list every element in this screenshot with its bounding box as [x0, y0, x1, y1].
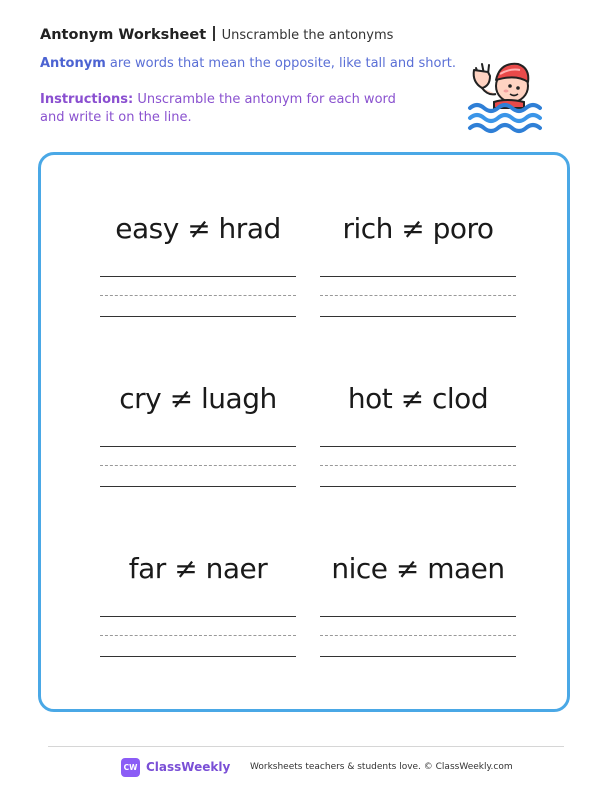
classweekly-logo-icon: CW — [121, 758, 140, 777]
instructions — [40, 91, 400, 127]
guide-line — [320, 295, 516, 296]
antonym-definition — [40, 56, 456, 71]
answer-line[interactable] — [100, 276, 296, 277]
answer-line[interactable] — [100, 616, 296, 617]
guide-line — [100, 465, 296, 466]
definition-text: are words that mean the opposite, like tall and short. — [105, 56, 457, 71]
scrambled-pair: easy ≠ hrad — [115, 212, 281, 245]
scrambled-pair: nice ≠ maen — [331, 552, 505, 585]
title-main: Antonym Worksheet — [40, 27, 207, 43]
definition-term: Antonym — [40, 56, 106, 71]
worksheet-title — [40, 26, 393, 43]
scrambled-pair: cry ≠ luagh — [119, 382, 277, 415]
answer-line[interactable] — [320, 446, 516, 447]
answer-line[interactable] — [320, 276, 516, 277]
guide-line — [320, 465, 516, 466]
title-subtitle: Unscramble the antonyms — [221, 28, 394, 43]
guide-line — [100, 295, 296, 296]
footer-divider — [48, 746, 564, 747]
answer-line[interactable] — [320, 616, 516, 617]
instructions-text: Unscramble the antonym for each word and write it on the line. — [40, 92, 396, 125]
base-line — [100, 486, 296, 487]
title-divider — [213, 26, 215, 41]
base-line — [320, 316, 516, 317]
scrambled-pair: far ≠ naer — [128, 552, 268, 585]
guide-line — [100, 635, 296, 636]
swimmer-icon — [466, 48, 542, 134]
footer-tagline: Worksheets teachers & students love. © ClassWeekly.com — [250, 762, 513, 772]
scrambled-pair: hot ≠ clod — [347, 382, 489, 415]
base-line — [100, 316, 296, 317]
guide-line — [320, 635, 516, 636]
base-line — [320, 656, 516, 657]
instructions-label: Instructions: — [40, 92, 134, 107]
brand-name: ClassWeekly — [146, 760, 231, 774]
answer-line[interactable] — [100, 446, 296, 447]
base-line — [100, 656, 296, 657]
scrambled-pair: rich ≠ poro — [342, 212, 494, 245]
base-line — [320, 486, 516, 487]
